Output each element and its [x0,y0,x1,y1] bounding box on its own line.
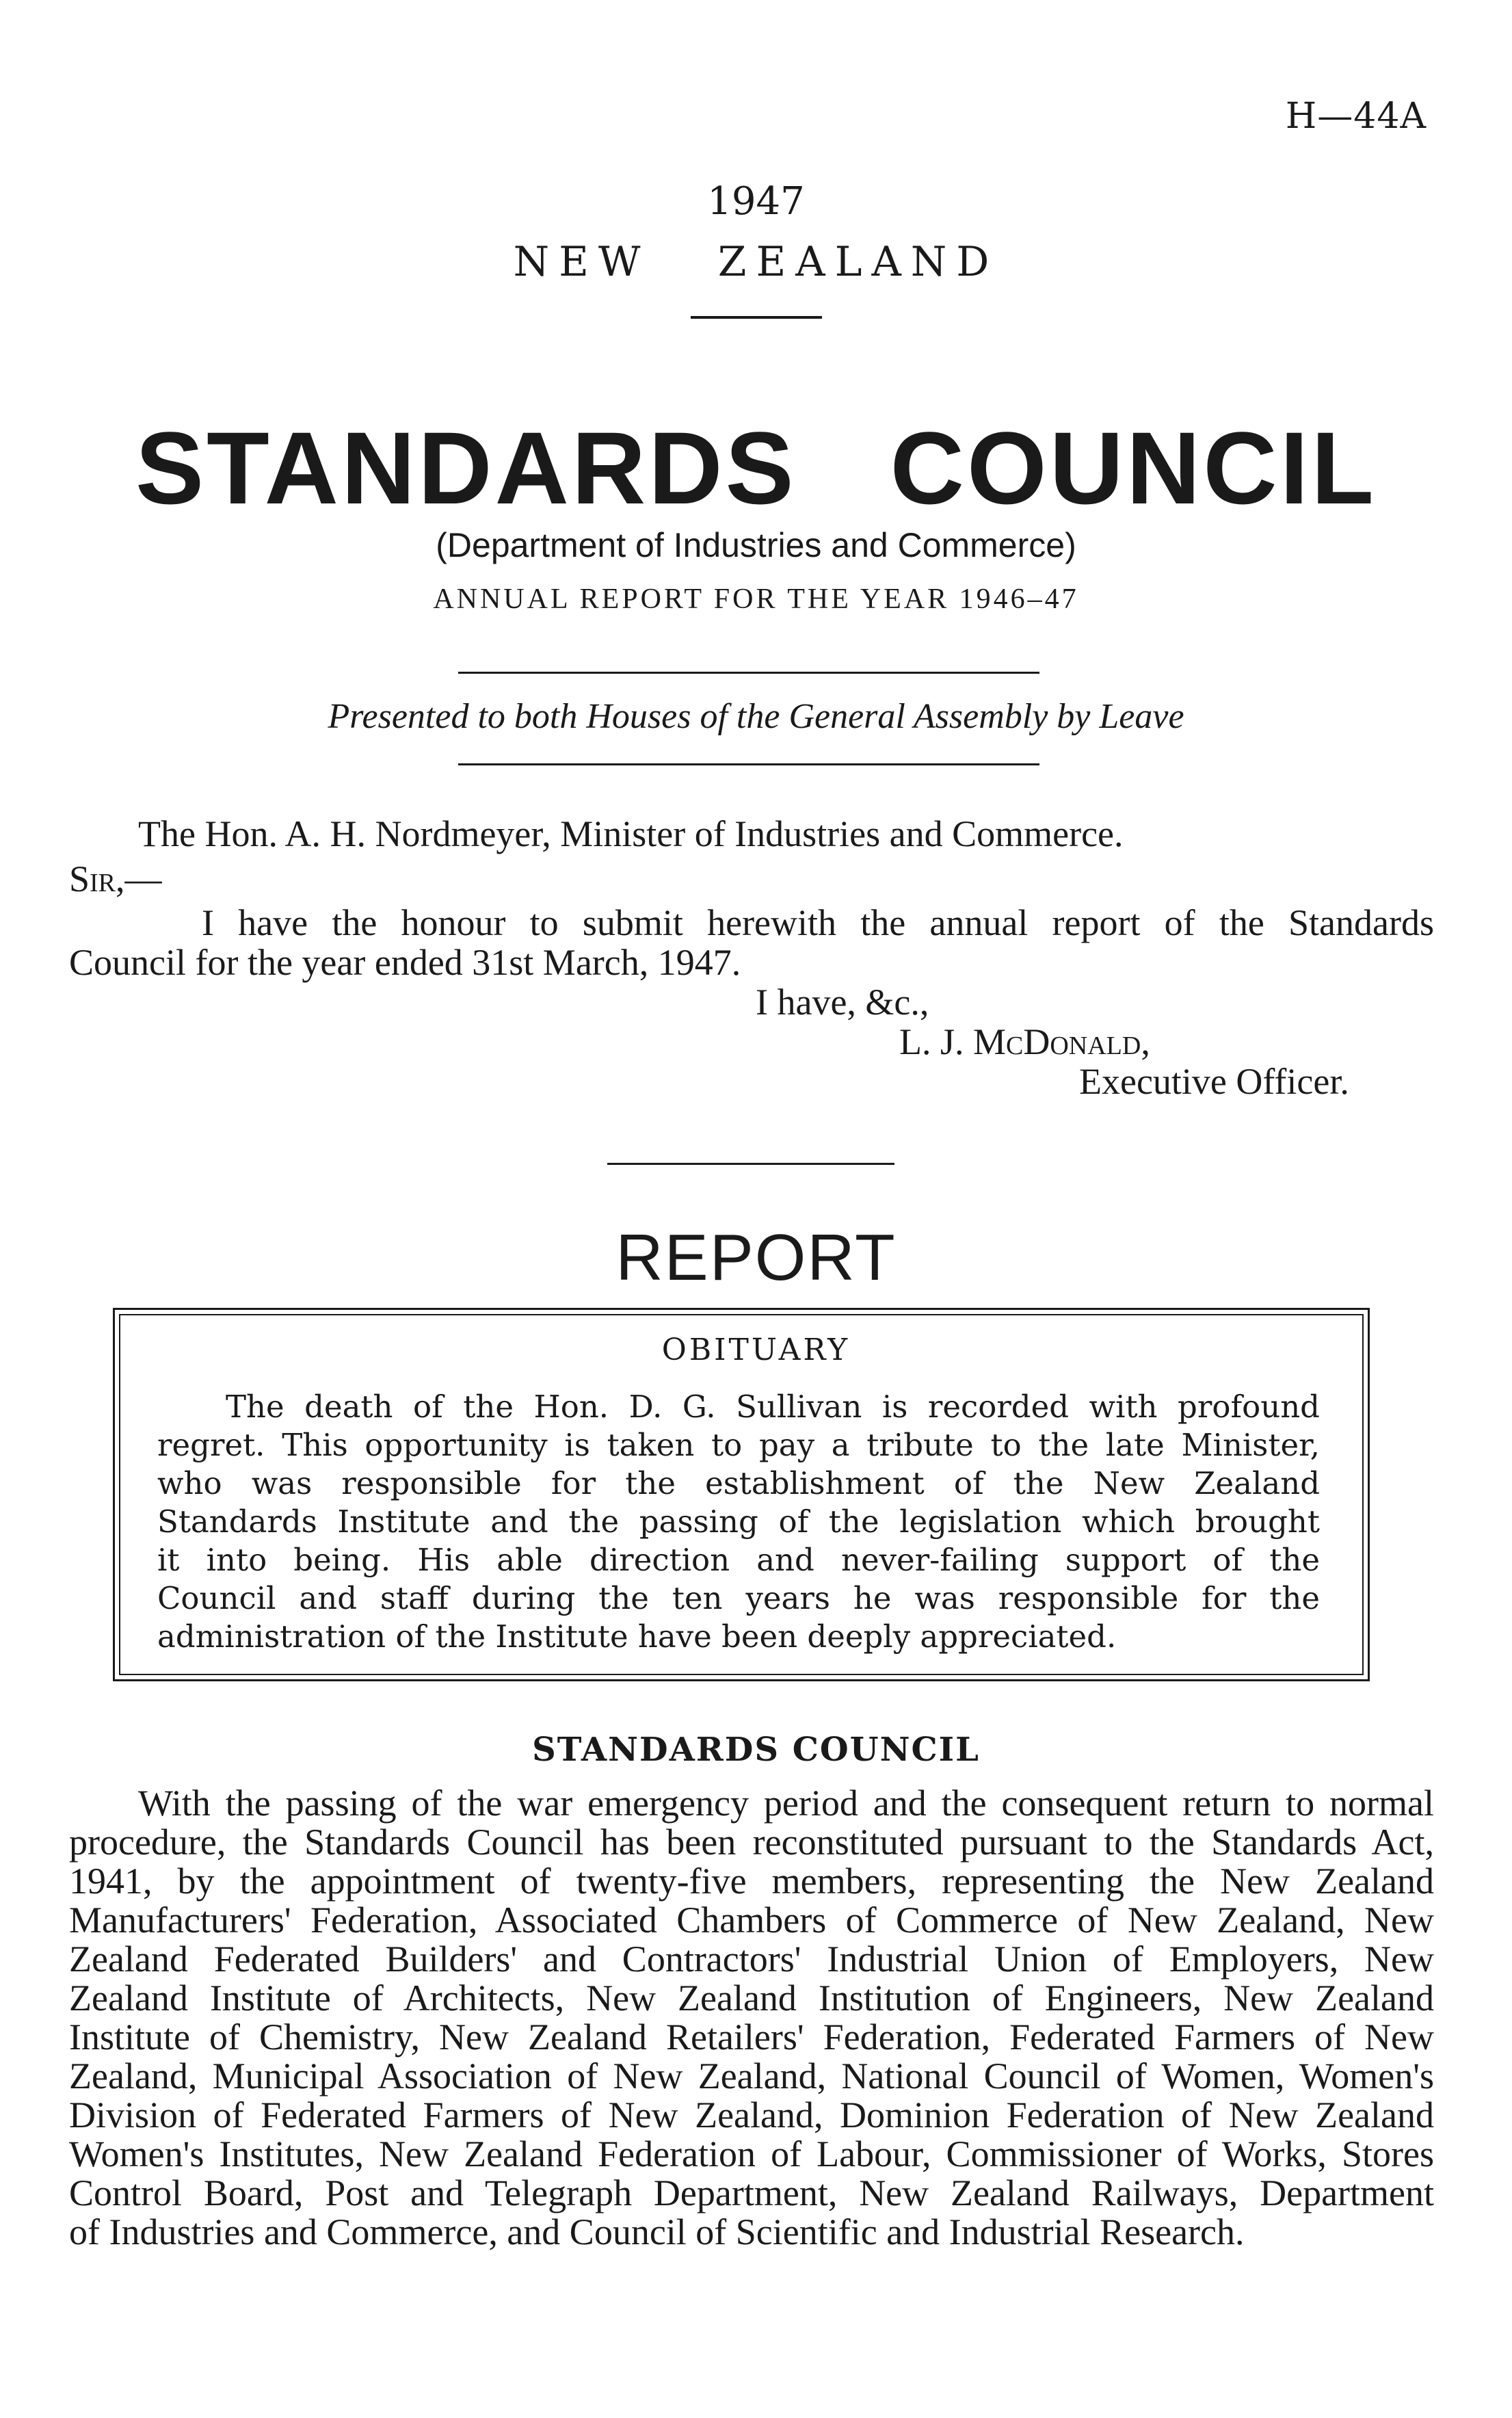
department: (Department of Industries and Commerce) [436,526,1076,564]
obituary-heading: OBITUARY [661,1332,851,1367]
paragraph-line: Manufacturers' Federation, Associated Chambers of Commerce of New Zealand, New [69,1900,1434,1941]
obituary-line: The death of the Hon. D. G. Sullivan is recorded with profound [226,1389,1320,1425]
country: NEW ZEALAND [513,238,999,286]
letter-body-line-2: Council for the year ended 31st March, 1947. [69,942,741,983]
letter-body-line-1: I have the honour to submit herewith the annual report of the Standards [202,902,1434,943]
paragraph-line: Zealand, Municipal Association of New Zealand, National Council of Women, Women's [69,2055,1434,2097]
letter-closing: I have, &c., [756,982,929,1023]
paragraph-line: 1941, by the appointment of twenty-five members, representing the New Zealand [69,1861,1434,1902]
section-heading: STANDARDS COUNCIL [532,1731,980,1769]
letter-signatory-title: Executive Officer. [1079,1061,1349,1102]
letter-addressee: The Hon. A. H. Nordmeyer, Minister of Industries and Commerce. [138,813,1124,854]
report-subtitle: ANNUAL REPORT FOR THE YEAR 1946–47 [433,583,1079,615]
paragraph-line: With the passing of the war emergency period and the consequent return to normal [138,1783,1434,1824]
paragraph-line: Women's Institutes, New Zealand Federation of Labour, Commissioner of Works, Stores [69,2133,1434,2174]
paragraph-line: Control Board, Post and Telegraph Department, New Zealand Railways, Department [69,2172,1434,2213]
report-heading: REPORT [615,1221,897,1294]
title-rule-1 [691,316,822,319]
paragraph-line: of Industries and Commerce, and Council of Scientific and Industrial Research. [69,2211,1245,2252]
paragraph-line: procedure, the Standards Council has been reconstituted pursuant to the Standards Act, [69,1822,1434,1863]
paragraph-line: Division of Federated Farmers of New Zealand, Dominion Federation of New Zealand [69,2094,1434,2136]
paragraph-line: Institute of Chemistry, New Zealand Retailers' Federation, Federated Farmers of New [69,2016,1434,2058]
presented-line: Presented to both Houses of the General Assembly by Leave [328,697,1184,736]
year: 1947 [707,179,805,224]
letter-salutation: Sir,— [69,858,162,899]
obituary-line: administration of the Institute have been deeply appreciated. [157,1618,1117,1655]
page-title: STANDARDS COUNCIL [135,410,1377,525]
obituary-line: regret. This opportunity is taken to pay a tribute to the late Minister, [157,1427,1320,1463]
paragraph-line: Zealand Federated Builders' and Contractors' Industrial Union of Employers, New [69,1939,1434,1980]
letter-rule [607,1163,894,1165]
paragraph-line: Zealand Institute of Architects, New Zealand Institution of Engineers, New Zealand [69,1977,1434,2019]
title-rule-2 [458,672,1039,674]
obituary-line: it into being. His able direction and never-failing support of the [157,1542,1320,1578]
obituary-line: Standards Institute and the passing of the legislation which brought [157,1503,1320,1540]
obituary-line: who was responsible for the establishment of the New Zealand [157,1465,1320,1501]
title-rule-3 [458,763,1039,765]
document-code: H—44A [1285,96,1427,137]
obituary-line: Council and staff during the ten years he was responsible for the [157,1580,1320,1616]
letter-signatory: L. J. McDonald, [899,1021,1150,1062]
